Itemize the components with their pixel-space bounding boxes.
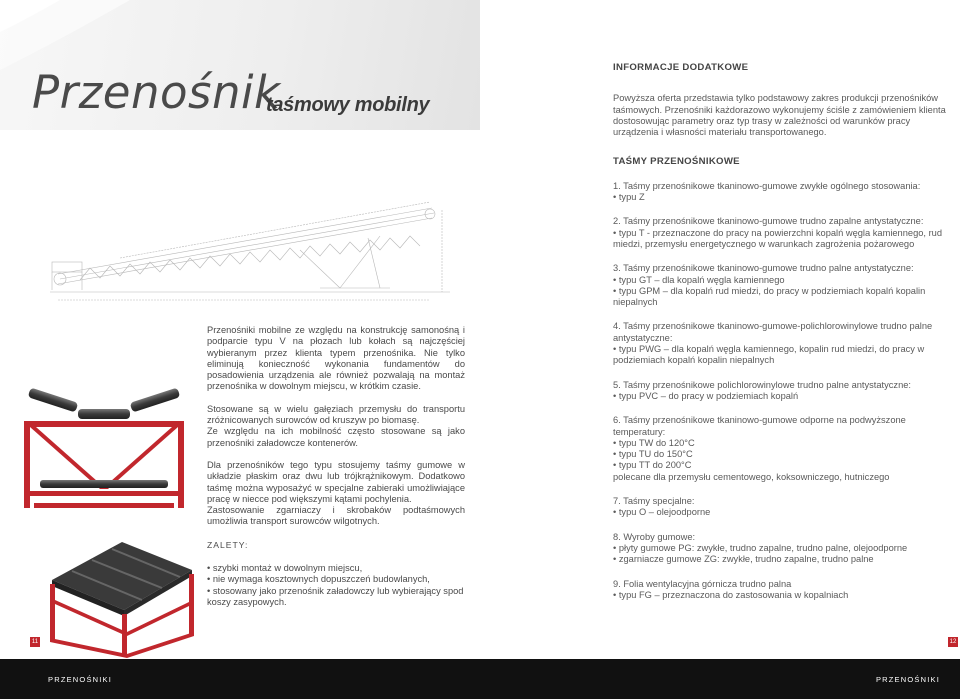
belt-type-line: polecane dla przemysłu cementowego, koksowniczego, hutniczego — [613, 471, 890, 482]
belt-type-item — [613, 216, 948, 250]
belts-heading: TAŚMY PRZENOŚNIKOWE — [613, 156, 740, 168]
belt-type-item — [613, 496, 948, 519]
footer-bar-right — [480, 659, 960, 699]
belt-type-line: • typu FG – przeznaczona do zastosowania w kopalniach — [613, 589, 849, 600]
page-number-left: 11 — [31, 639, 39, 645]
belt-type-item — [613, 380, 948, 403]
belt-type-title: 6. Taśmy przenośnikowe tkaninowo-gumowe odporne na podwyższone temperatury: — [613, 415, 906, 437]
belt-type-item — [613, 579, 948, 602]
belt-types-list — [613, 181, 948, 601]
conveyor-drawing — [50, 188, 450, 308]
right-content — [613, 62, 948, 614]
belt-type-item — [613, 181, 948, 204]
belt-type-line: • typu T - przeznaczone do pracy na powierzchni kopalń węgla kamiennego, rud miedzi, przemysłu energetycznego w warunkach zagrożenia pożarowego — [613, 227, 943, 249]
info-heading: INFORMACJE DODATKOWE — [613, 62, 749, 73]
advantage-item: • szybki montaż w dowolnym miejscu, — [207, 563, 363, 574]
description-paragraph: Przenośniki mobilne ze względu na konstrukcję samonośną i podparcie typu V na płozach lub kołach są najczęściej wybieranym przez klienta typem przenośnika. Nie tylko eliminują konieczność wykonania fundamentów do posadowienia urządzenia ale również pozwalają na montaż przenośnika w dowolnym miejscu, w krótkim czasie. — [207, 325, 465, 392]
description-paragraph: Ze względu na ich mobilność często stosowane są jako przenośniki załadowcze kontenerów. — [207, 426, 465, 448]
belt-type-title: 5. Taśmy przenośnikowe polichlorowinylowe trudno palne antystatyczne: — [613, 379, 912, 390]
belt-type-item — [613, 263, 948, 308]
page-title: Przenośnik — [32, 66, 281, 119]
belt-type-title: 9. Folia wentylacyjna górnicza trudno palna — [613, 578, 792, 589]
belt-type-line: • typu PWG – dla kopalń węgla kamiennego, kopalin rud miedzi, do pracy w podziemiach kopalń kopalin niepalnych — [613, 344, 925, 366]
description — [207, 325, 465, 608]
belt-type-title: 1. Taśmy przenośnikowe tkaninowo-gumowe zwykłe ogólnego stosowania: — [613, 180, 921, 191]
advantage-item: • stosowany jako przenośnik załadowczy lub wybierający spod koszy zasypowych. — [207, 585, 464, 607]
belt-type-line: • typu TT do 200°C — [613, 460, 692, 471]
right-page — [480, 0, 960, 699]
idler-frame-illustration — [20, 385, 190, 515]
belt-type-title: 8. Wyroby gumowe: — [613, 531, 696, 542]
description-paragraph: Stosowane są w wielu gałęziach przemysłu do transportu zróżnicowanych surowców od kruszyw po biomasę. — [207, 403, 465, 426]
belt-type-line: • typu PVC – do pracy w podziemiach kopalń — [613, 390, 799, 401]
footer-bar-left — [0, 659, 480, 699]
belt-type-title: 2. Taśmy przenośnikowe tkaninowo-gumowe trudno zapalne antystatyczne: — [613, 216, 924, 227]
belt-type-line: • typu TU do 150°C — [613, 449, 693, 460]
footer-label-left: PRZENOŚNIKI — [48, 675, 113, 684]
belt-type-title: 3. Taśmy przenośnikowe tkaninowo-gumowe trudno palne antystatyczne: — [613, 263, 914, 274]
belt-type-line: • typu GT – dla kopalń węgla kamiennego — [613, 274, 785, 285]
page-number-right: 12 — [949, 639, 957, 645]
belt-type-line: • zgarniacze gumowe ZG: zwykłe, trudno zapalne, trudno palne — [613, 554, 874, 565]
belt-type-line: • typu O – olejoodporne — [613, 507, 711, 518]
belt-type-title: 7. Taśmy specjalne: — [613, 496, 695, 507]
belt-type-line: • typu TW do 120°C — [613, 437, 695, 448]
advantages-list — [207, 563, 465, 608]
belt-type-title: 4. Taśmy przenośnikowe tkaninowo-gumowe-polichlorowinylowe trudno palne antystatyczne: — [613, 321, 933, 343]
footer-label-right: PRZENOŚNIKI — [875, 675, 940, 684]
advantage-item: • nie wymaga kosztownych dopuszczeń budowlanych, — [207, 574, 430, 585]
belt-type-item — [613, 415, 948, 483]
belt-type-line: • typu GPM – dla kopalń rud miedzi, do pracy w podziemiach kopalń kopalin niepalnych — [613, 285, 926, 308]
belt-type-item — [613, 532, 948, 566]
belt-type-item — [613, 321, 948, 366]
info-text: Powyższa oferta przedstawia tylko podstawowy zakres produkcji przenośników taśmowych. Przenośniki każdorazowo wykonujemy ściśle z zamówieniem klienta dostosowując parametry oraz typ trasy w zależności od warunków pracy urządzenia i własności materiału transportowanego. — [613, 93, 946, 138]
belt-type-line: • płyty gumowe PG: zwykłe, trudno zapalne, trudno palne, olejoodporne — [613, 542, 908, 553]
description-paragraph: Zastosowanie zgarniaczy i skrobaków podtaśmowych umożliwia transport surowców wilgotnych. — [207, 505, 465, 527]
page-subtitle: taśmowy mobilny — [266, 94, 430, 116]
belt-type-line: • typu Z — [613, 192, 645, 203]
advantages-heading: ZALETY: — [207, 539, 249, 550]
conveyor-frame-illustration — [32, 540, 202, 660]
description-paragraph: Dla przenośników tego typu stosujemy taśmy gumowe w układzie płaskim oraz dwu lub trójkrążnikowym. Dodatkowo taśmę można wyposażyć w specjalne zabieraki umożliwiające pracę w niecce pod większymi kątami pochylenia. — [207, 459, 465, 504]
